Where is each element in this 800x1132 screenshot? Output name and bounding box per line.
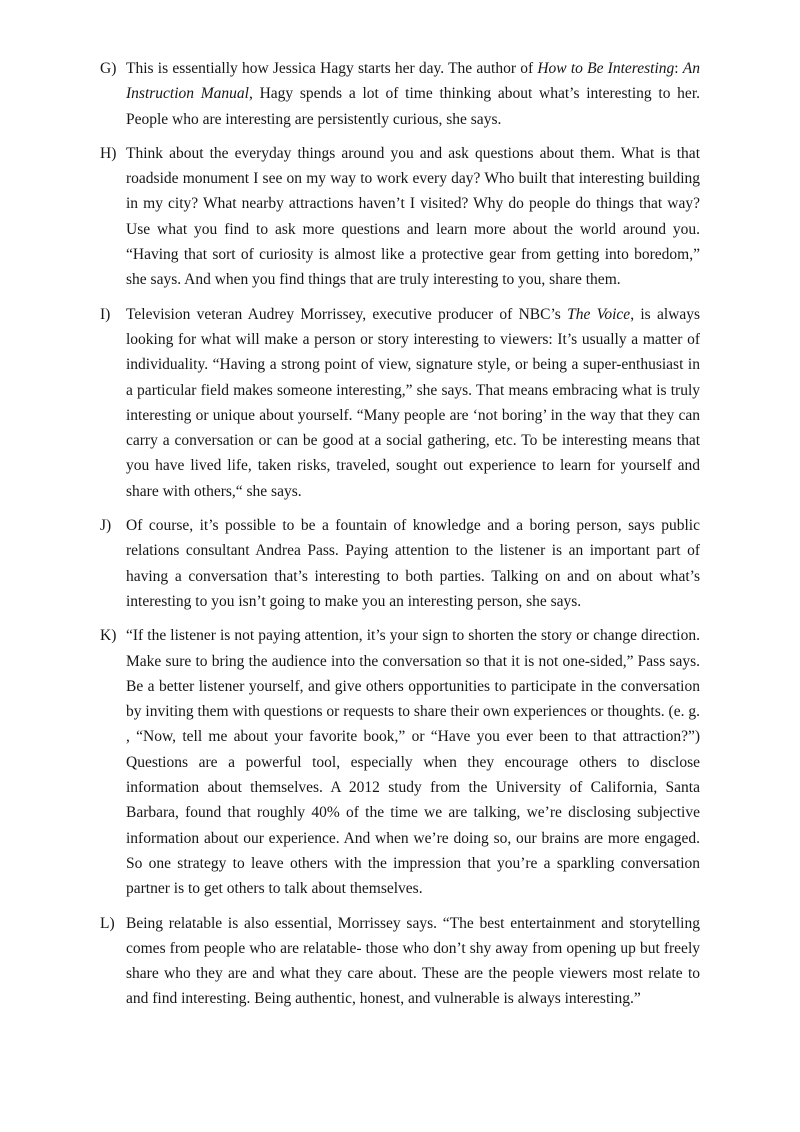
text-segment: , Hagy spends a lot of time thinking about what’s interesting to her. People who are interesting are persistently curious, she says.	[126, 85, 700, 128]
paragraph-text	[126, 623, 700, 901]
paragraph-k	[100, 623, 700, 901]
paragraph-g	[100, 56, 700, 132]
paragraph-text	[126, 141, 700, 293]
paragraph-i	[100, 302, 700, 504]
italic-title: An Instruction Manual	[126, 60, 701, 103]
text-segment: :	[674, 60, 683, 77]
text-segment: “If the listener is not paying attention, it’s your sign to shorten the story or change direction. Make sure to bring the audience into the conversation so that it is not one-sided,” Pass says. Be a better listener yourself, and give others opportunities to participate in the conversation by inviting them with questions or requests to share their own experiences or thoughts. (e. g. , “Now, tell me about your favorite book,” or “Have you ever been to that attraction?”) Questions are a powerful tool, especially when they encourage others to disclose information about themselves. A 2012 study from the University of California, Santa Barbara, found that roughly 40% of the time we are talking, we’re disclosing subjective information about our experience. And when we’re doing so, our brains are more engaged. So one strategy to leave others with the impression that you’re a sparkling conversation partner is to get others to talk about themselves.	[126, 627, 700, 898]
paragraph-h	[100, 141, 700, 293]
paragraph-text	[126, 56, 700, 132]
paragraph-l	[100, 911, 700, 1012]
paragraph-marker: I)	[100, 305, 111, 323]
paragraph-marker: H)	[100, 144, 117, 162]
text-segment: Television veteran Audrey Morrissey, executive producer of NBC’s	[126, 305, 568, 323]
text-segment: Being relatable is also essential, Morrissey says. “The best entertainment and storytelling comes from people who are relatable- those who don’t shy away from opening up but freely share who they are and what they care about. These are the people viewers most relate to and find interesting. Being authentic, honest, and vulnerable is always interesting.”	[126, 914, 700, 1008]
italic-title: How to Be Interesting	[537, 60, 675, 77]
paragraph-marker: K)	[100, 627, 117, 645]
paragraph-marker: L)	[100, 914, 115, 932]
text-segment: This is essentially how Jessica Hagy starts her day. The author of	[126, 60, 538, 77]
paragraph-text	[126, 513, 700, 614]
paragraph-text	[126, 911, 700, 1012]
text-segment: , is always looking for what will make a person or story interesting to viewers: It’s usually a matter of individuality. “Having a strong point of view, signature style, or being a super-enthusiast in a particular field makes someone interesting,” she says. That means embracing what is truly interesting or unique about yourself. “Many people are ‘not boring’ in the way that they can carry a conversation or can be good at a social gathering, etc. To be interesting means that you have lived life, taken risks, traveled, sought out experience to learn for yourself and share with others,“ she says.	[126, 305, 700, 500]
text-segment: Of course, it’s possible to be a fountain of knowledge and a boring person, says public relations consultant Andrea Pass. Paying attention to the listener is an important part of having a conversation that’s interesting to both parties. Talking on and on about what’s interesting to you isn’t going to make you an interesting person, she says.	[126, 517, 700, 610]
paragraph-text	[126, 302, 700, 504]
text-segment: Think about the everyday things around you and ask questions about them. What is that roadside monument I see on my way to work every day? Who built that interesting building in my city? What nearby attractions haven’t I visited? Why do people do things that way? Use what you find to ask more questions and learn more about the world around you. “Having that sort of curiosity is almost like a protective gear from getting into boredom,” she says. And when you find things that are truly interesting to you, share them.	[126, 144, 700, 289]
paragraph-list	[100, 56, 700, 1012]
paragraph-marker: J)	[100, 517, 112, 535]
paragraph-j	[100, 513, 700, 614]
paragraph-marker: G)	[100, 60, 117, 77]
italic-title: The Voice	[567, 305, 631, 323]
